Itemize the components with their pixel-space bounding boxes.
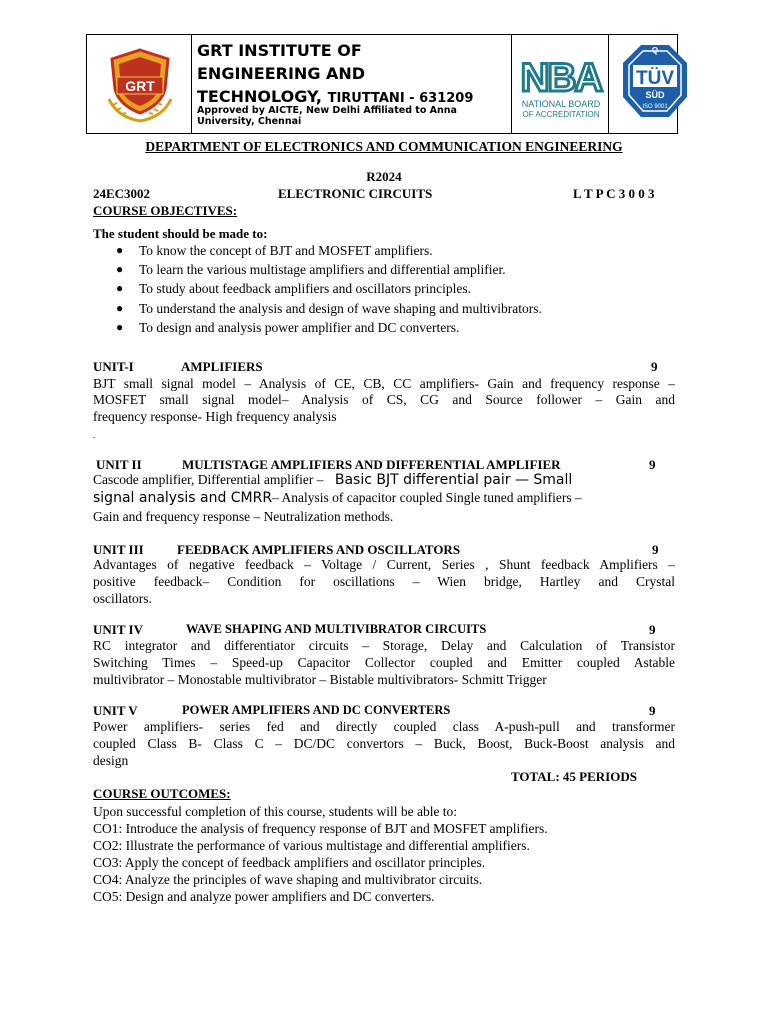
unit-2-hours: 9	[649, 457, 656, 472]
unit-2-label: UNIT II	[96, 457, 142, 472]
unit-1-text-line: BJT small signal model – Analysis of CE, CB, CC amplifiers- Gain and frequency response –	[93, 376, 675, 391]
bullet-icon: ●	[116, 243, 124, 257]
tuv-iso: ISO 9001	[642, 104, 668, 110]
unit-2-title: MULTISTAGE AMPLIFIERS AND DIFFERENTIAL AMPLIFIER	[182, 457, 561, 472]
course-title: ELECTRONIC CIRCUITS	[278, 186, 433, 201]
outcome-item: CO4: Analyze the principles of wave shaping and multivibrator circuits.	[93, 872, 483, 887]
bullet-icon: ●	[116, 300, 124, 315]
nba-caption-1: NATIONAL BOARD	[521, 99, 601, 109]
outcome-item: CO2: Illustrate the performance of various multistage and differential amplifiers.	[93, 838, 530, 853]
header-divider	[608, 35, 609, 133]
nba-logo-text: NBA	[520, 56, 602, 100]
unit-5-text-line: coupled Class B- Class C – DC/DC convertors – Buck, Boost, Buck-Boost analysis and	[93, 736, 675, 751]
outcomes-heading: COURSE OUTCOMES:	[93, 786, 231, 801]
list-item: ● To learn the various multistage amplifiers and differential amplifier.	[93, 260, 542, 279]
unit-3-text-line: oscillators.	[93, 591, 152, 606]
course-code: 24EC3002	[93, 186, 151, 201]
unit-5-label: UNIT V	[93, 703, 138, 718]
bullet-icon: ●	[116, 319, 124, 334]
bullet-icon: ●	[116, 262, 124, 277]
unit-4-label: UNIT IV	[93, 622, 143, 637]
unit-2-highlight: signal analysis and CMRR	[93, 490, 273, 506]
grt-logo-text: GRT	[125, 78, 155, 94]
unit-3-text-line: Advantages of negative feedback – Voltage / Current, Series , Shunt feedback Amplifiers –	[93, 557, 675, 572]
objectives-heading: COURSE OBJECTIVES:	[93, 203, 238, 218]
list-item: ● To know the concept of BJT and MOSFET amplifiers.	[93, 241, 542, 260]
institute-name-line3: TECHNOLOGY, TIRUTTANI - 631209	[197, 87, 474, 106]
unit-5-title: POWER AMPLIFIERS AND DC CONVERTERS	[182, 703, 451, 717]
unit-2-text-line: signal analysis and CMRR– Analysis of capacitor coupled Single tuned amplifiers –	[93, 490, 582, 506]
unit-4-text-line: multivibrator – Monostable multivibrator – Bistable multivibrators- Schmitt Trigger	[93, 672, 547, 687]
objectives-list	[93, 241, 542, 337]
institute-name	[197, 39, 517, 110]
unit-1-text-line: MOSFET small signal model– Analysis of CS, CG and Source follower – Gain and	[93, 392, 675, 407]
unit-3-title: FEEDBACK AMPLIFIERS AND OSCILLATORS	[177, 542, 461, 557]
unit-5-hours: 9	[649, 703, 656, 718]
unit-1-label: UNIT-I	[93, 359, 134, 374]
tuv-logo	[619, 39, 691, 125]
institute-name-line2: ENGINEERING AND	[197, 64, 366, 83]
header-divider	[191, 35, 192, 133]
unit-2-text-line: Cascode amplifier, Differential amplifier – Basic BJT differential pair — Small	[93, 472, 573, 488]
department-title: DEPARTMENT OF ELECTRONICS AND COMMUNICATION ENGINEERING	[145, 139, 623, 154]
list-item: ● To study about feedback amplifiers and oscillators principles.	[93, 279, 542, 298]
list-item: ● To design and analysis power amplifier and DC converters.	[93, 318, 542, 337]
unit-3-label: UNIT III	[93, 542, 144, 557]
institute-location: TIRUTTANI - 631209	[327, 91, 474, 106]
nba-caption-2: OF ACCREDITATION	[522, 110, 600, 119]
outcomes-intro: Upon successful completion of this course, students will be able to:	[93, 804, 458, 819]
list-item: ● To understand the analysis and design of wave shaping and multivibrators.	[93, 299, 542, 318]
tuv-q: Q	[651, 46, 659, 55]
tuv-text: TÜV	[636, 68, 674, 89]
unit-2-highlight: Basic BJT differential pair — Small	[334, 472, 573, 488]
unit-1-text-line: frequency response- High frequency analysis	[93, 409, 337, 424]
tuv-sud: SÜD	[645, 90, 665, 100]
unit-5-text-line: design	[93, 753, 129, 768]
unit-4-text-line: Switching Times – Speed-up Capacitor Collector coupled and Emitter coupled Astable	[93, 655, 675, 670]
unit-4-text-line: RC integrator and differentiator circuits – Storage, Delay and Calculation of Transistor	[93, 638, 675, 653]
course-ltpc: L T P C 3 0 0 3	[573, 186, 655, 201]
unit-1-dot: .	[93, 430, 96, 440]
grt-logo	[103, 47, 177, 125]
unit-3-hours: 9	[652, 542, 659, 557]
header-box	[86, 34, 678, 134]
unit-3-text-line: positive feedback– Condition for oscillations – Wien bridge, Hartley and Crystal	[93, 574, 675, 589]
nba-logo	[517, 47, 605, 121]
institute-name-line1: GRT INSTITUTE OF	[197, 41, 362, 60]
unit-1-hours: 9	[651, 359, 658, 374]
objectives-intro: The student should be made to:	[93, 226, 268, 241]
unit-4-hours: 9	[649, 622, 656, 637]
bullet-icon: ●	[116, 281, 124, 296]
unit-4-title: WAVE SHAPING AND MULTIVIBRATOR CIRCUITS	[186, 622, 487, 636]
outcome-item: CO3: Apply the concept of feedback amplifiers and oscillator principles.	[93, 855, 486, 870]
unit-1-title: AMPLIFIERS	[181, 359, 263, 374]
unit-5-text-line: Power amplifiers- series fed and directly coupled class A-push-pull and transformer	[93, 719, 675, 734]
outcome-item: CO5: Design and analyze power amplifiers and DC converters.	[93, 889, 435, 904]
outcome-item: CO1: Introduce the analysis of frequency response of BJT and MOSFET amplifiers.	[93, 821, 548, 836]
approval-text: Approved by AICTE, New Delhi Affiliated to Anna University, Chennai	[197, 105, 457, 127]
unit-2-text-line: Gain and frequency response – Neutralization methods.	[93, 509, 394, 524]
regulation: R2024	[366, 169, 402, 184]
total-periods: TOTAL: 45 PERIODS	[511, 769, 637, 784]
